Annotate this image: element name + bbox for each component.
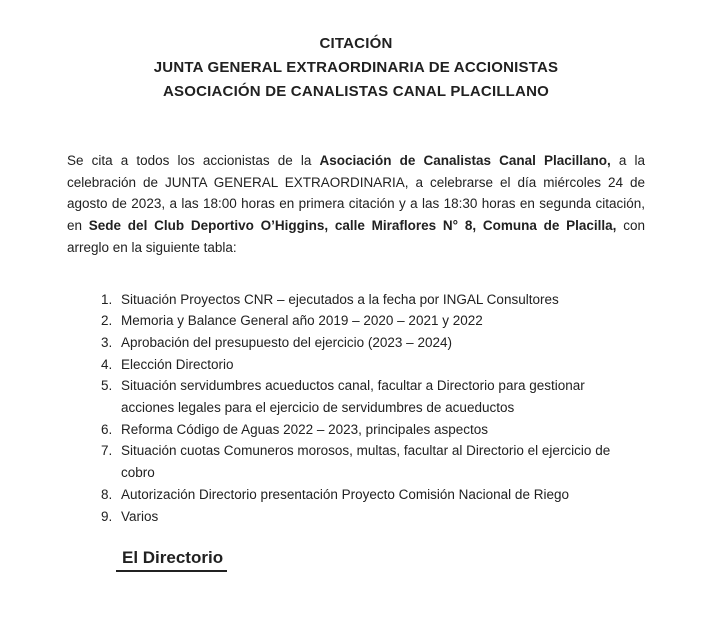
- agenda-item: 9. Varios: [116, 506, 645, 528]
- agenda-item: 6. Reforma Código de Aguas 2022 – 2023, principales aspectos: [116, 419, 645, 441]
- intro-segment: con arreglo en la siguiente tabla:: [67, 218, 645, 255]
- intro-segment: Sede del Club Deportivo O’Higgins, calle Miraflores N° 8, Comuna de Placilla,: [88, 218, 617, 234]
- document-header: [67, 32, 645, 104]
- intro-paragraph: [67, 150, 645, 259]
- signature-text: El Directorio: [116, 547, 227, 572]
- agenda-item: 5. Situación servidumbres acueductos canal, facultar a Directorio para gestionar acciones legales para el ejercicio de servidumbres de acueductos: [116, 375, 645, 418]
- doc-title-line-3: ASOCIACIÓN DE CANALISTAS CANAL PLACILLANO: [163, 83, 549, 100]
- agenda-list: [67, 289, 645, 528]
- agenda-item: 2. Memoria y Balance General año 2019 – 2020 – 2021 y 2022: [116, 310, 645, 332]
- agenda-item: 7. Situación cuotas Comuneros morosos, multas, facultar al Directorio el ejercicio de cobro: [116, 440, 645, 483]
- signature-block: [116, 547, 645, 572]
- intro-segment: Se cita a todos los accionistas de la: [67, 153, 320, 168]
- agenda-item: 3. Aprobación del presupuesto del ejercicio (2023 – 2024): [116, 332, 645, 354]
- agenda-item: 1. Situación Proyectos CNR – ejecutados a la fecha por INGAL Consultores: [116, 289, 645, 311]
- agenda-item: 4. Elección Directorio: [116, 354, 645, 376]
- doc-title-line-1: CITACIÓN: [319, 35, 393, 52]
- intro-segment: a la celebración de JUNTA GENERAL EXTRAORDINARIA, a celebrarse el día miércoles 24 de agosto de 2023, a las 18:00 horas en primera citación y a las 18:30 horas en segunda citación, en: [67, 153, 645, 234]
- agenda-item: 8. Autorización Directorio presentación Proyecto Comisión Nacional de Riego: [116, 484, 645, 506]
- intro-segment: Asociación de Canalistas Canal Placillano,: [319, 153, 611, 168]
- doc-title-line-2: JUNTA GENERAL EXTRAORDINARIA DE ACCIONISTAS: [153, 59, 559, 76]
